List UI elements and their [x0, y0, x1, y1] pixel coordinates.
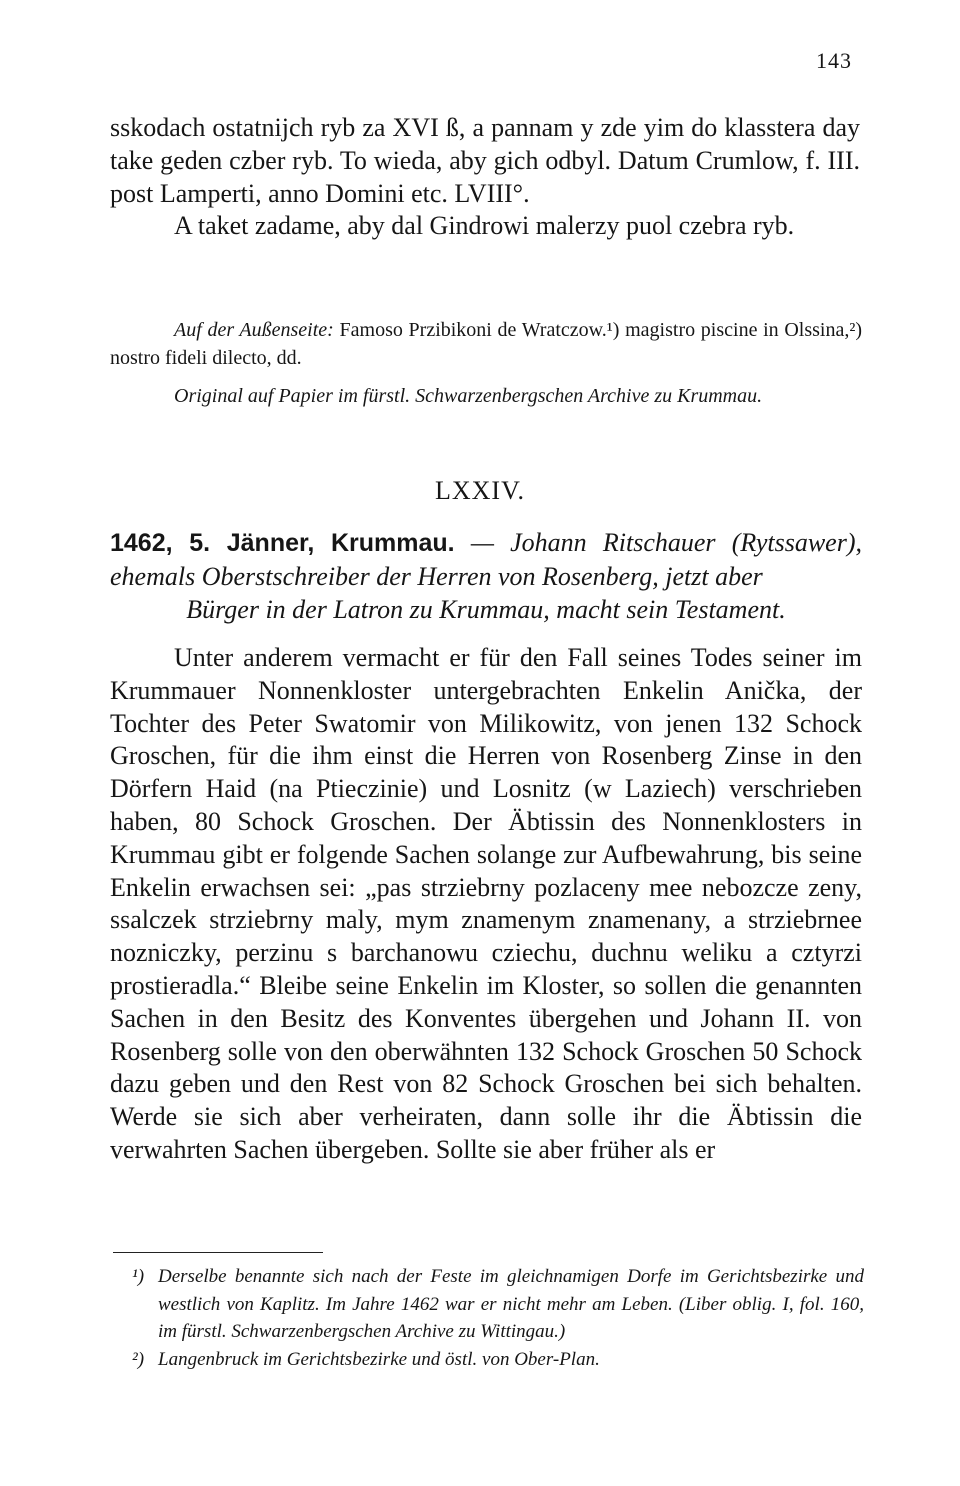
document-summary-line-1: — Johann Ritschauer (Rytssawer), ehemals Oberstschreiber der Herren von Rosenberg, jetzt aber	[110, 528, 862, 591]
address-text: Famoso Przibikoni de Wratczow.¹) magistro piscine in Olssina,²) nostro fideli dilecto, dd.	[110, 319, 863, 369]
letter-paragraph-2: A taket zadame, aby dal Gindrowi malerzy puol czebra ryb.	[174, 211, 795, 241]
footnote-2	[112, 1346, 864, 1374]
document-body-paragraph: Unter anderem vermacht er für den Fall seines Todes seiner im Krummauer Nonnenkloster untergebrachten Enkelin Anička, der Tochter des Peter Swatomir von Milikowitz, von jenen 132 Schock Groschen, für die ihm einst die Herren von Rosenberg Zinse in den Dörfern Haid (na Ptieczinie) und Losnitz (w Laziech) verschrieben haben, 80 Schock Groschen. Der Äbtissin des Nonnenklosters in Krummau gibt er folgende Sachen solange zur Aufbewahrung, bis seine Enkelin erwachsen sei: „pas strziebrny pozlaceny mee nebozcze zeny, ssalczek strziebrny maly, mym znamenym znamenany, a strziebrnee nozniczky, perzinu s barchanowu cziechu, duchnu weliku a cztyrzi prostieradla.“ Bleibe seine Enkelin im Kloster, so sollen die genannten Sachen in den Besitz des Konventes übergehen und Johann II. von Rosenberg solle von den oberwähnten 132 Schock Groschen 50 Schock dazu geben und den Rest von 82 Schock Groschen bei sich behalten. Werde sie sich aber verheiraten, dann solle ihr die Äbtissin die verwahrten Sachen übergeben. Sollte sie aber früher als er	[110, 643, 862, 1164]
letter-continuation	[110, 112, 860, 243]
footnote-2-marker: ²)	[132, 1348, 145, 1370]
source-note: Original auf Papier im fürstl. Schwarzenbergschen Archive zu Krummau.	[174, 385, 763, 407]
footnote-1-text: Derselbe benannte sich nach der Feste im gleichnamigen Dorfe im Gerichtsbezirke und westlich von Kaplitz. Im Jahre 1462 war er nicht mehr am Leben. (Liber oblig. I, fol. 160, im fürstl. Schwarzenbergschen Archive zu Wittingau.)	[158, 1266, 864, 1342]
footnote-1	[112, 1263, 864, 1346]
footnote-2-text: Langenbruck im Gerichtsbezirke und östl. von Ober-Plan.	[158, 1348, 600, 1370]
address-note	[110, 316, 862, 372]
document-summary-line-2: Bürger in der Latron zu Krummau, macht sein Testament.	[186, 595, 786, 624]
document-date-place: 1462, 5. Jänner, Krummau.	[110, 529, 455, 557]
address-label: Auf der Außenseite:	[174, 319, 334, 341]
document-headline	[110, 526, 862, 626]
letter-paragraph-1: sskodach ostatnijch ryb za XVI ß, a pannam y zde yim do klasstera day take geden czber ryb. To wieda, aby gich odbyl. Datum Crumlow, f. III. post Lamperti, anno Domini etc. LVIII°.	[110, 113, 860, 208]
page-number: 143	[816, 48, 852, 73]
document-number: LXXIV.	[434, 476, 526, 505]
footnote-1-marker: ¹)	[132, 1266, 145, 1287]
footnote-separator	[113, 1252, 323, 1253]
document-body	[110, 642, 862, 1167]
footnotes	[112, 1263, 864, 1373]
